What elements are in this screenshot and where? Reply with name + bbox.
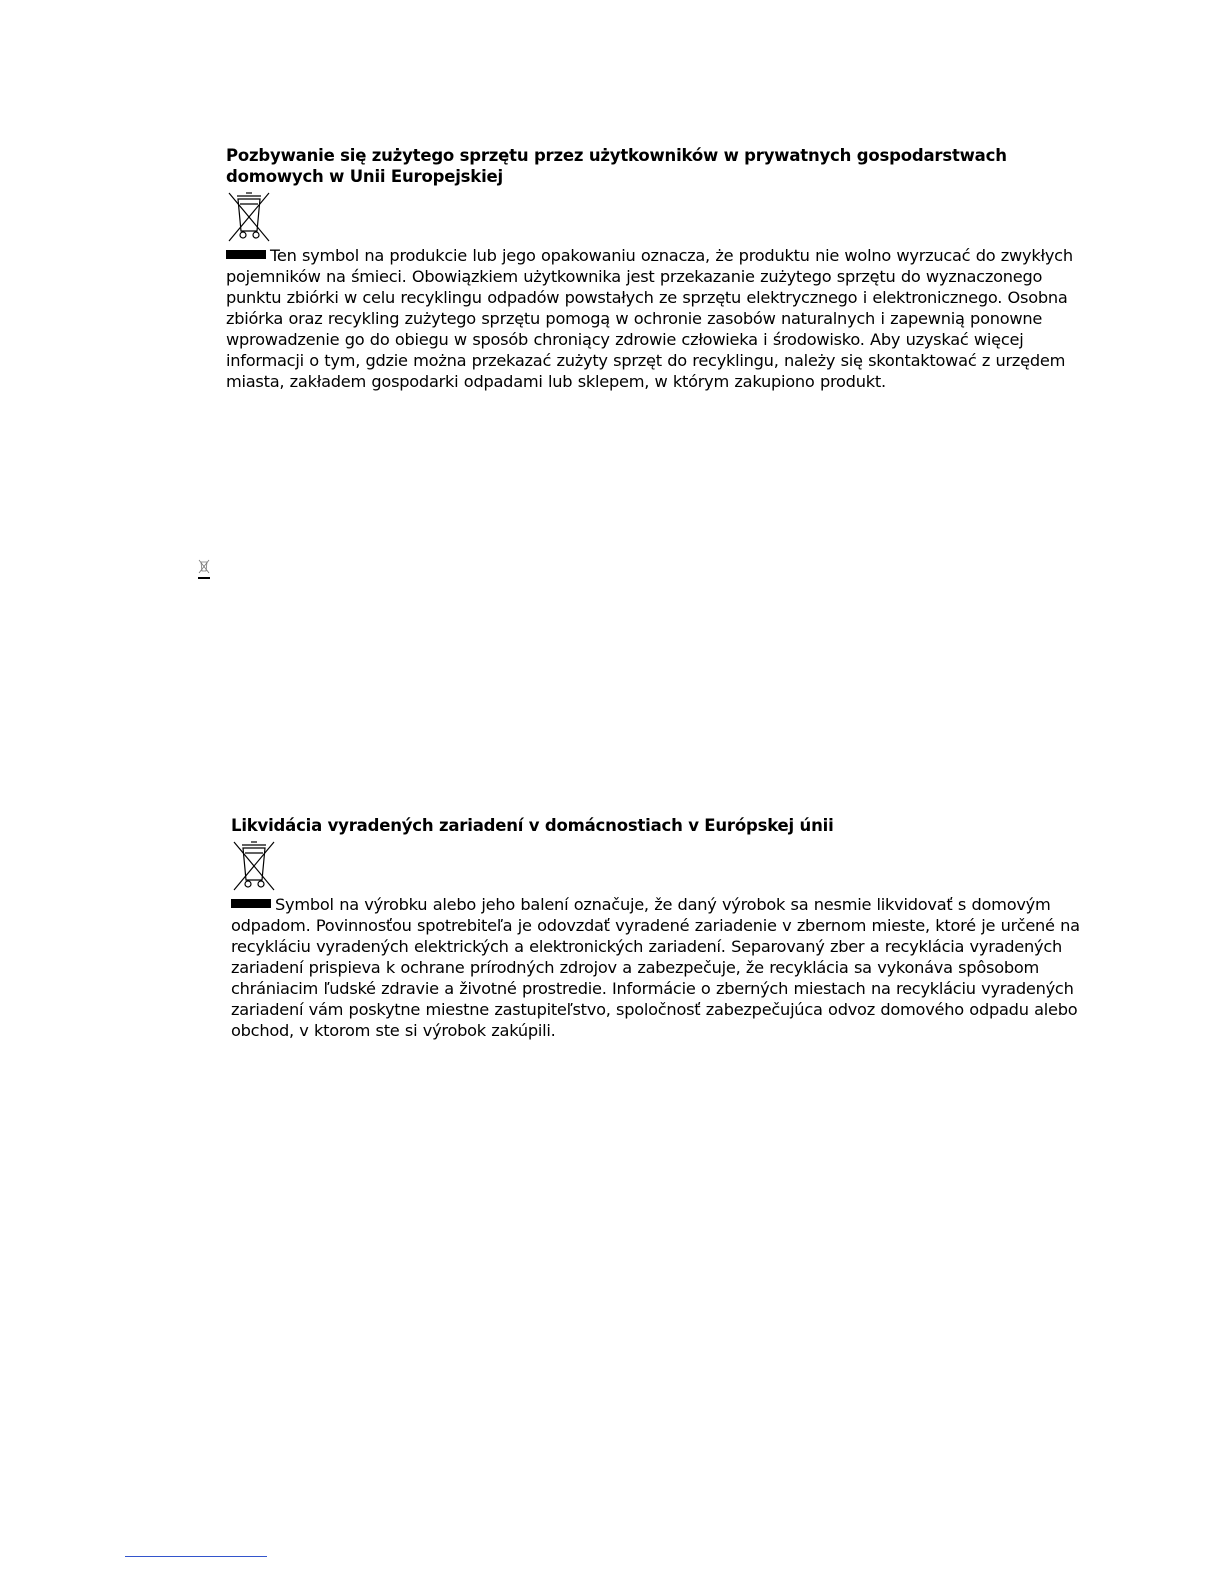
footnote-rule: [125, 1556, 267, 1557]
crossed-out-wheelie-bin-icon: [226, 191, 272, 243]
body-slovak: Symbol na výrobku alebo jeho balení označuje, že daný výrobok sa nesmie likvidovať s domovým odpadom. Povinnosťou spotrebiteľa je odovzdať vyradené zariadenie v zbernom mieste, ktoré je určené na recykláciu vyradených elektrických a elektronických zariadení. Separovaný zber a recyklácia vyradených zariadení prispieva k ochrane prírodných zdrojov a zabezpečuje, že recyklácia sa vykonáva spôsobom chrániacim ľudské zdravie a životné prostredie. Informácie o zberných miestach na recykláciu vyradených zariadení vám poskytne miestne zastupiteľstvo, spoločnosť zabezpečujúca odvoz domového odpadu alebo obchod, v ktorom ste si výrobok zakúpili.: [231, 895, 1080, 1040]
separator-bar: [231, 899, 271, 908]
separator-bar: [226, 250, 266, 259]
heading-slovak: Likvidácia vyradených zariadení v domácnostiach v Európskej únii: [231, 816, 834, 835]
section-polish: [226, 145, 1086, 392]
section-slovak: [231, 815, 1091, 1041]
body-polish: Ten symbol na produkcie lub jego opakowaniu oznacza, że produktu nie wolno wyrzucać do zwykłych pojemników na śmieci. Obowiązkiem użytkownika jest przekazanie zużytego sprzętu do wyznaczonego punktu zbiórki w celu recyklingu odpadów powstałych ze sprzętu elektrycznego i elektronicznego. Osobna zbiórka oraz recykling zużytego sprzętu pomogą w ochronie zasobów naturalnych i zapewnią ponowne wprowadzenie go do obiegu w sposób chroniący zdrowie człowieka i środowisko. Aby uzyskać więcej informacji o tym, gdzie można przekazać zużyty sprzęt do recyklingu, należy się skontaktować z urzędem miasta, zakładem gospodarki odpadami lub sklepem, w którym zakupiono produkt.: [226, 246, 1073, 391]
small-bin-icon: [198, 559, 210, 581]
heading-polish: Pozbywanie się zużytego sprzętu przez użytkowników w prywatnych gospodarstwach domowych w Unii Europejskiej: [226, 146, 1007, 186]
crossed-out-wheelie-bin-icon: [231, 840, 277, 892]
